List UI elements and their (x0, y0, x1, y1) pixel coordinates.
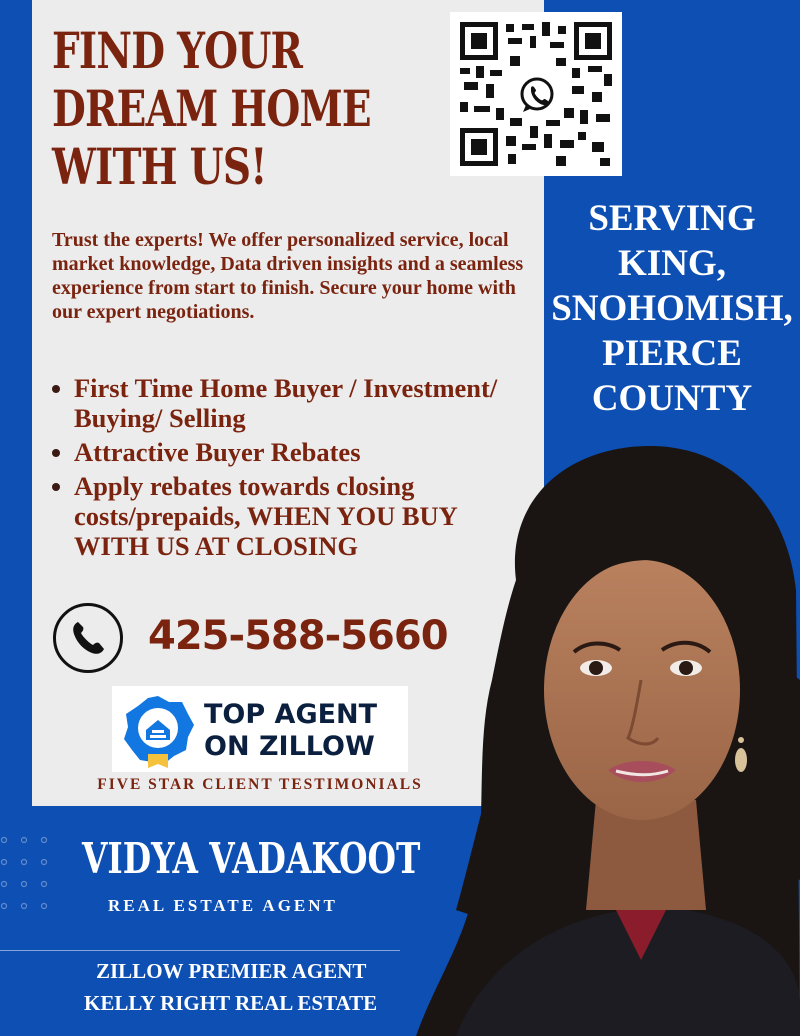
bullet-icon (52, 449, 60, 457)
bullet-icon (52, 483, 60, 491)
agent-portrait (396, 440, 800, 1036)
service-area-line: KING, (618, 243, 726, 284)
phone-number[interactable]: 425-588-5660 (148, 613, 448, 659)
left-blue-bar (0, 0, 32, 810)
headline (52, 21, 371, 196)
headline-line: DREAM HOME (52, 79, 371, 138)
badge-line-1: TOP AGENT (204, 699, 378, 730)
feature-text: Apply rebates towards closing costs/prepaids, WHEN YOU BUY WITH US AT CLOSING (74, 471, 457, 561)
service-area-line: SNOHOMISH, (551, 288, 793, 329)
divider (0, 950, 400, 951)
decorative-dots (0, 832, 60, 922)
whatsapp-icon (516, 73, 558, 115)
feature-text: First Time Home Buyer / Investment/ Buying/ Selling (74, 373, 498, 433)
feature-text: Attractive Buyer Rebates (74, 437, 361, 467)
service-area-line: SERVING (588, 198, 756, 239)
headline-line: WITH US! (52, 137, 267, 196)
phone-icon (53, 603, 123, 673)
service-area (544, 196, 800, 421)
testimonials-tagline: FIVE STAR CLIENT TESTIMONIALS (97, 776, 423, 793)
headline-line: FIND YOUR (52, 21, 303, 80)
feature-item (52, 373, 522, 433)
zillow-badge (112, 686, 408, 772)
badge-line-2: ON ZILLOW (204, 731, 375, 762)
zillow-badge-icon (120, 694, 196, 770)
agent-title: REAL ESTATE AGENT (108, 896, 338, 915)
premier-agent-label: ZILLOW PREMIER AGENT (96, 959, 367, 983)
brokerage-name: KELLY RIGHT REAL ESTATE (84, 991, 378, 1015)
service-area-line: PIERCE (602, 333, 742, 374)
bullet-icon (52, 385, 60, 393)
agent-name: VIDYA VADAKOOT (82, 834, 421, 883)
service-area-line: COUNTY (591, 378, 753, 419)
intro-text: Trust the experts! We offer personalized service, local market knowledge, Data driven insights and a seamless experience from start to finish. Secure your home with our expert negotiations. (52, 229, 524, 323)
qr-code-icon[interactable] (450, 12, 622, 176)
